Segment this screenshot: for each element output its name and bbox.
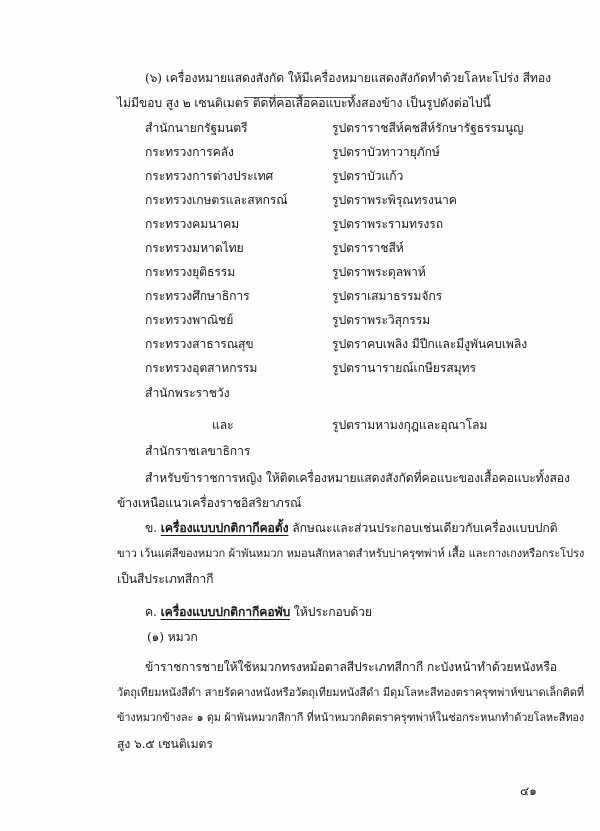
org-name: กระทรวงเกษตรและสหกรณ์ bbox=[145, 193, 288, 207]
org-name: กระทรวงยุติธรรม bbox=[145, 265, 236, 279]
section-c-prefix: ค. bbox=[145, 605, 157, 619]
section-b-line-1 bbox=[145, 520, 557, 536]
emblem-description: รูปตราพระดุลพาห์ bbox=[332, 265, 426, 279]
org-name: กระทรวงการคลัง bbox=[145, 145, 234, 159]
hat-paragraph-line-2: วัตถุเทียมหนังสีดำ สายรัดคางหนังหรือวัตถุเทียมหนังสีดำ มีดุมโลหะสีทองตราครุฑพ่าห์ขนาดเล็กติดที่ bbox=[117, 686, 585, 699]
female-paragraph-line-2: ข้างเหนือแนวเครื่องราชอิสริยาภรณ์ bbox=[117, 496, 302, 510]
page-number: ๔๑ bbox=[520, 784, 537, 798]
emblem-description: รูปตรามหามงกุฎและอุณาโลม bbox=[332, 418, 488, 432]
section-c-rest: ให้ประกอบด้วย bbox=[290, 605, 372, 619]
section-b-line-2: ขาว เว้นแต่สีของหมวก ผ้าพันหมวก หมอนสักหลาดสำหรับบ่าครุฑพ่าห์ เสื้อ และกางเกงหรือกระโปรง bbox=[117, 547, 585, 560]
emblem-description: รูปตราเสมาธรรมจักร bbox=[332, 289, 443, 303]
hat-paragraph-line-4: สูง ๖.๕ เซนติเมตร bbox=[117, 737, 213, 751]
female-paragraph-line-1: สำหรับข้าราชการหญิง ให้ติดเครื่องหมายแสดงสังกัดที่คอแบะของเสื้อคอแบะทั้งสอง bbox=[145, 471, 570, 485]
emblem-description: รูปตราพระวิสุกรรม bbox=[332, 313, 431, 327]
emblem-description: รูปตราบัวแก้ว bbox=[332, 169, 404, 183]
org-name: กระทรวงการต่างประเทศ bbox=[145, 169, 274, 183]
section-b-heading: เครื่องแบบปกติกากีคอตั้ง bbox=[160, 521, 289, 535]
section-c-heading: เครื่องแบบปกติกากีคอพับ bbox=[160, 605, 291, 619]
emblem-description: รูปตราราชสีห์ bbox=[332, 241, 404, 255]
org-name: สำนักราชเลขาธิการ bbox=[145, 444, 251, 458]
hat-paragraph-line-1: ข้าราชการชายให้ใช้หมวกทรงหม้อตาลสีประเภทสีกากี กะบังหน้าทำด้วยหนังหรือ bbox=[145, 660, 558, 674]
org-name: กระทรวงพาณิชย์ bbox=[145, 313, 234, 327]
org-name: กระทรวงศึกษาธิการ bbox=[145, 289, 250, 303]
section-6-line-2: ไม่มีขอบ สูง ๒ เซนติเมตร ติดที่คอเสื้อคอแบะทั้งสองข้าง เป็นรูปดังต่อไปนี้ bbox=[117, 96, 491, 110]
hat-paragraph-line-3: ข้างหมวกข้างละ ๑ ดุม ผ้าพันหมวกสีกากี ที่หน้าหมวกติดตราครุฑพ่าห์ในช่อกระหนกทำด้วยโลหะสีทอง bbox=[117, 711, 585, 724]
org-name: สำนักพระราชวัง bbox=[145, 386, 230, 400]
org-name: กระทรวงสาธารณสุข bbox=[145, 337, 254, 351]
org-name: และ bbox=[212, 418, 234, 432]
emblem-description: รูปตราราชสีห์คชสีห์รักษารัฐธรรมนูญ bbox=[332, 121, 524, 135]
emblem-description: รูปตราคบเพลิง มีปีกและมีงูพันคบเพลิง bbox=[332, 337, 528, 351]
section-b-prefix: ข. bbox=[145, 521, 158, 535]
handwritten-mark bbox=[244, 97, 354, 98]
section-b-rest: ลักษณะและส่วนประกอบเช่นเดียวกับเครื่องแบบปกติ bbox=[288, 521, 558, 535]
org-name: สำนักนายกรัฐมนตรี bbox=[145, 121, 248, 135]
emblem-description: รูปตราพระพิรุณทรงนาค bbox=[332, 193, 457, 207]
section-c-line-1 bbox=[145, 604, 372, 620]
section-6-line-1: (๖) เครื่องหมายแสดงสังกัด ให้มีเครื่องหมายแสดงสังกัดทำด้วยโลหะโปร่ง สีทอง bbox=[145, 71, 551, 85]
org-name: กระทรวงอุตสาหกรรม bbox=[145, 361, 258, 375]
org-name: กระทรวงมหาดไทย bbox=[145, 241, 244, 255]
emblem-description: รูปตรานารายณ์เกษียรสมุทร bbox=[332, 361, 476, 375]
emblem-description: รูปตราบัวทาวายุภักษ์ bbox=[332, 145, 440, 159]
section-b-line-3: เป็นสีประเภทสีกากี bbox=[117, 572, 214, 586]
org-name: กระทรวงคมนาคม bbox=[145, 217, 240, 231]
subsection-hat-label: (๑) หมวก bbox=[147, 630, 198, 644]
emblem-description: รูปตราพระรามทรงรถ bbox=[332, 217, 443, 231]
